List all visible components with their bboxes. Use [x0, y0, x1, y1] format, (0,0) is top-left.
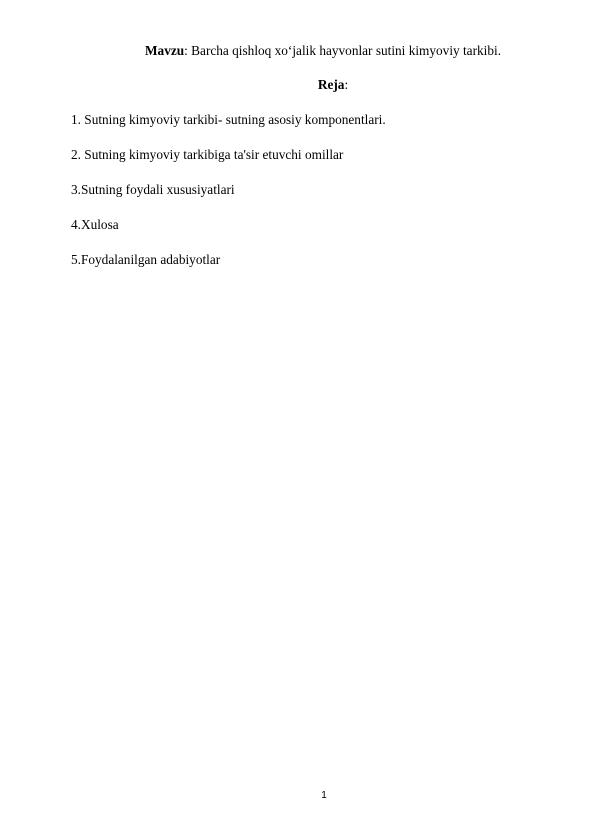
- plan-item-2: 2. Sutning kimyoviy tarkibiga ta'sir etuvchi omillar: [71, 147, 344, 162]
- topic-line: [145, 43, 501, 59]
- plan-item-5: 5.Foydalanilgan adabiyotlar: [71, 252, 221, 267]
- plan-label: Reja: [317, 77, 345, 92]
- plan-list: [71, 112, 386, 287]
- topic-separator: :: [184, 43, 188, 58]
- plan-item-4: 4.Xulosa: [71, 217, 119, 232]
- plan-item-3: 3.Sutning foydali xususiyatlari: [71, 182, 235, 197]
- page-number: 1: [321, 790, 327, 801]
- topic-label: Mavzu: [145, 43, 185, 58]
- plan-separator: :: [344, 77, 349, 92]
- plan-heading: [0, 77, 610, 93]
- plan-item-1: 1. Sutning kimyoviy tarkibi- sutning asosiy komponentlari.: [71, 112, 386, 127]
- topic-text: Barcha qishloq xo‘jalik hayvonlar sutini kimyoviy tarkibi.: [187, 43, 502, 58]
